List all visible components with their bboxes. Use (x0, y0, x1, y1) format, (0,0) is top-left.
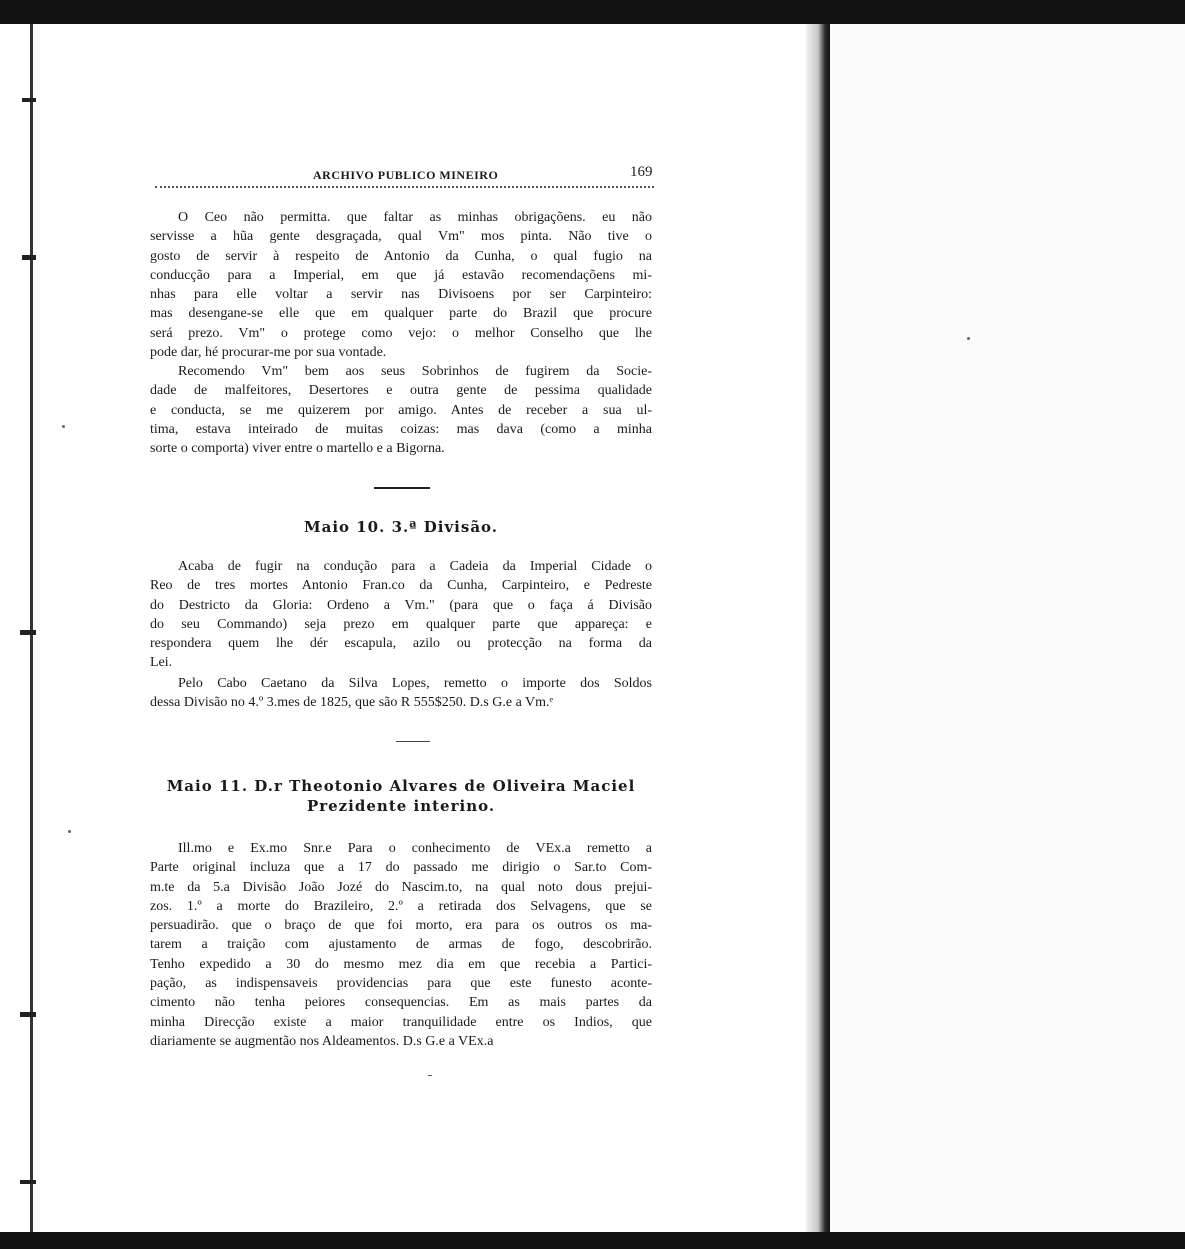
margin-mark (20, 1012, 36, 1017)
margin-mark (22, 98, 36, 102)
text-line: zos. 1.º a morte do Brazileiro, 2.º a retirada dos Selvagens, que se (150, 898, 652, 914)
speck (967, 337, 970, 340)
text-line: sorte o comporta) viver entre o martello e a Bigorna. (150, 441, 445, 457)
text-line: Parte original incluza que a 17 do passado me dirigio o Sar.to Com- (150, 860, 652, 876)
text-line: conducção para a Imperial, em que já estavão recomendaçõens mi- (150, 267, 652, 283)
text-line: nhas para elle voltar a servir nas Divisoens por ser Carpinteiro: (150, 287, 652, 303)
text-line: m.te da 5.a Divisão João Jozé do Nascim.to, na qual noto dous prejui- (150, 879, 652, 895)
scan-bottom-border (0, 1232, 1185, 1249)
speck (62, 425, 65, 428)
margin-mark (20, 1180, 36, 1184)
text-line: dade de malfeitores, Desertores e outra gente de pessima qualidade (150, 383, 652, 399)
page-left-edge (30, 24, 33, 1232)
margin-mark (20, 630, 36, 635)
text-line: Tenho expedido a 30 do mesmo mez dia em que recebia a Partici- (150, 956, 652, 972)
text-line: Acaba de fugir na condução para a Cadeia da Imperial Cidade o (178, 559, 652, 574)
text-line: Lei. (150, 655, 173, 671)
text-line: Reo de tres mortes Antonio Fran.co da Cunha, Carpinteiro, e Pedreste (150, 578, 652, 594)
text-line: pação, as indispensaveis providencias para que este funesto aconte- (150, 976, 652, 992)
text-line: mas desengane-se elle que em qualquer parte do Brazil que procure (150, 306, 652, 322)
text-line: gosto de servir à respeito de Antonio da Cunha, o qual fugio na (150, 248, 652, 264)
paragraph-continuation (150, 208, 652, 362)
page-number: 169 (630, 164, 653, 180)
paragraph-soldos (150, 674, 652, 713)
text-line: servisse a hũa gente desgraçada, qual Vm" mos pinta. Não tive o (150, 229, 652, 245)
text-line: Ill.mo e Ex.mo Snr.e Para o conhecimento de VEx.a remetto a (178, 841, 652, 856)
facing-page-blank (830, 24, 1185, 1232)
section-heading-maio-11 (150, 776, 652, 816)
text-line: pode dar, hé procurar-me por sua vontade. (150, 345, 387, 361)
text-line: tima, estava inteirado de muitas coizas: mas dava (como a minha (150, 421, 652, 437)
text-line: do seu Commando) seja prezo em qualquer parte que appareça: e (150, 616, 652, 632)
text-line: será prezo. Vm" o protege como vejo: o melhor Conselho que lhe (150, 325, 652, 341)
text-line: do Destricto da Gloria: Ordeno a Vm." (para que o faça á Divisão (150, 597, 652, 613)
text-line: persuadirão. que o braço de que foi morto, era para os outros os ma- (150, 918, 652, 934)
text-line: e conducta, se me quizerem por amigo. Antes de receber a sua ul- (150, 402, 652, 418)
text-line: cimento não tenha peiores consequencias. Em as mais partes da (150, 995, 652, 1011)
book-spine (806, 24, 830, 1232)
text-line: Pelo Cabo Caetano da Silva Lopes, remetto o importe dos Soldos (178, 676, 652, 691)
scan-top-border (0, 0, 1185, 24)
paragraph-recommendation (150, 362, 652, 458)
text-line: tarem a traição com ajustamento de armas de fogo, descobrirão. (150, 937, 652, 953)
header-rule (155, 186, 654, 188)
paragraph-fugitive-order (150, 557, 652, 673)
text-line: minha Direcção existe a maior tranquilidade entre os Indios, que (150, 1014, 652, 1030)
text-line: O Ceo não permitta. que faltar as minhas obrigaçõens. eu não (178, 210, 652, 225)
text-line: dessa Divisão no 4.º 3.mes de 1825, que são R 555$250. D.s G.e a Vm.ᵉ (150, 695, 554, 711)
paragraph-report-to-president (150, 839, 652, 1051)
margin-mark (22, 255, 36, 260)
text-line: respondera quem lhe dér escapula, azilo ou protecção na forma da (150, 636, 652, 652)
heading-line: Prezidente interino. (306, 797, 496, 815)
text-line: diariamente se augmentão nos Aldeamentos. D.s G.e a VEx.a (150, 1033, 494, 1049)
speck (68, 830, 71, 833)
section-divider (374, 487, 430, 489)
section-heading-maio-10: Maio 10. 3.ª Divisão. (304, 518, 498, 536)
heading-line: Maio 11. D.r Theotonio Alvares de Oliveira Maciel (166, 777, 636, 795)
section-divider (396, 741, 430, 742)
text-line: Recomendo Vm" bem aos seus Sobrinhos de fugirem da Socie- (178, 364, 652, 379)
running-head: ARCHIVO PUBLICO MINEIRO (313, 168, 499, 182)
page-end-mark (428, 1075, 432, 1076)
